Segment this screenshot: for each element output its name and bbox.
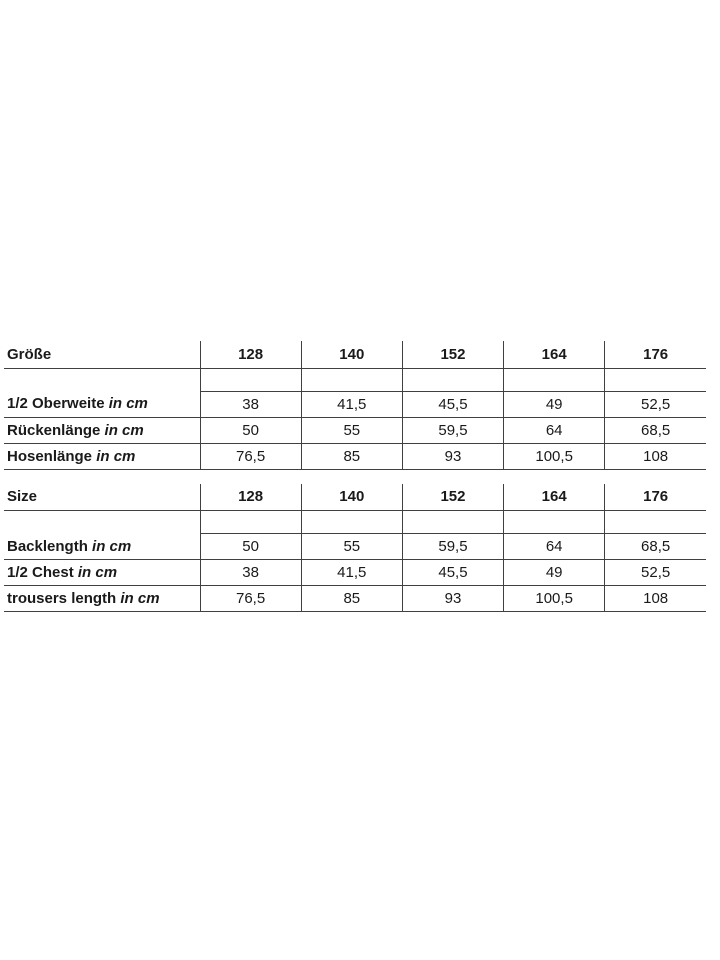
measurement-row — [4, 443, 706, 469]
spacer-cell — [200, 511, 301, 534]
measurement-label-cell — [4, 534, 200, 560]
measurement-value: 41,5 — [301, 391, 402, 417]
size-header-value: 164 — [504, 341, 605, 368]
measurement-label-cell — [4, 586, 200, 612]
size-header-value: 140 — [301, 341, 402, 368]
measurement-name: Rückenlänge — [7, 421, 101, 439]
measurement-value: 68,5 — [605, 417, 706, 443]
spacer-label-cell — [4, 511, 200, 534]
measurement-value: 93 — [402, 443, 503, 469]
size-header-value: 128 — [200, 484, 301, 511]
size-header-value: 128 — [200, 341, 301, 368]
size-header-row — [4, 341, 706, 368]
measurement-value: 93 — [402, 586, 503, 612]
measurement-unit: in cm — [120, 590, 160, 607]
spacer-cell — [301, 368, 402, 391]
size-header-value: 176 — [605, 341, 706, 368]
spacer-cell — [402, 368, 503, 391]
measurement-value: 45,5 — [402, 560, 503, 586]
measurement-unit: in cm — [77, 564, 118, 581]
measurement-value: 76,5 — [200, 443, 301, 469]
size-table-german — [4, 341, 706, 470]
size-header-row — [4, 484, 706, 511]
measurement-value: 64 — [504, 417, 605, 443]
measurement-value: 52,5 — [605, 560, 706, 586]
spacer-cell — [301, 511, 402, 534]
spacer-cell — [504, 368, 605, 391]
measurement-value: 45,5 — [402, 391, 503, 417]
measurement-name: Backlength — [7, 537, 88, 555]
measurement-value: 100,5 — [504, 586, 605, 612]
measurement-name: 1/2 Oberweite — [7, 395, 105, 413]
spacer-row — [4, 368, 706, 391]
measurement-row — [4, 586, 706, 612]
size-header-value: 152 — [402, 341, 503, 368]
measurement-value: 55 — [301, 534, 402, 560]
spacer-label-cell — [4, 368, 200, 391]
size-header-value: 152 — [402, 484, 503, 511]
measurement-value: 59,5 — [402, 417, 503, 443]
measurement-value: 49 — [504, 560, 605, 586]
spacer-row — [4, 511, 706, 534]
size-table-english — [4, 484, 706, 613]
size-header-label: Size — [4, 484, 200, 511]
measurement-value: 38 — [200, 391, 301, 417]
measurement-value: 59,5 — [402, 534, 503, 560]
spacer-cell — [200, 368, 301, 391]
measurement-value: 85 — [301, 586, 402, 612]
measurement-label-cell — [4, 417, 200, 443]
measurement-value: 64 — [504, 534, 605, 560]
measurement-value: 49 — [504, 391, 605, 417]
measurement-value: 76,5 — [200, 586, 301, 612]
measurement-unit: in cm — [96, 447, 136, 465]
measurement-row — [4, 560, 706, 586]
measurement-row — [4, 391, 706, 417]
size-header-label: Größe — [4, 341, 200, 368]
measurement-value: 108 — [605, 443, 706, 469]
measurement-unit: in cm — [108, 395, 148, 413]
measurement-name: 1/2 Chest — [7, 564, 74, 581]
spacer-cell — [504, 511, 605, 534]
measurement-value: 50 — [200, 417, 301, 443]
measurement-value: 41,5 — [301, 560, 402, 586]
measurement-value: 52,5 — [605, 391, 706, 417]
spacer-cell — [605, 368, 706, 391]
measurement-value: 85 — [301, 443, 402, 469]
measurement-value: 38 — [200, 560, 301, 586]
spacer-cell — [605, 511, 706, 534]
measurement-label-cell — [4, 443, 200, 469]
measurement-name: Hosenlänge — [7, 447, 93, 465]
measurement-value: 108 — [605, 586, 706, 612]
measurement-value: 68,5 — [605, 534, 706, 560]
measurement-row — [4, 417, 706, 443]
measurement-label-cell — [4, 391, 200, 417]
measurement-row — [4, 534, 706, 560]
measurement-value: 55 — [301, 417, 402, 443]
measurement-name: trousers length — [7, 590, 117, 607]
measurement-unit: in cm — [92, 537, 132, 555]
measurement-label-cell — [4, 560, 200, 586]
spacer-cell — [402, 511, 503, 534]
size-header-value: 164 — [504, 484, 605, 511]
measurement-unit: in cm — [104, 421, 144, 439]
measurement-value: 100,5 — [504, 443, 605, 469]
size-header-value: 140 — [301, 484, 402, 511]
size-header-value: 176 — [605, 484, 706, 511]
size-chart — [4, 341, 706, 612]
measurement-value: 50 — [200, 534, 301, 560]
